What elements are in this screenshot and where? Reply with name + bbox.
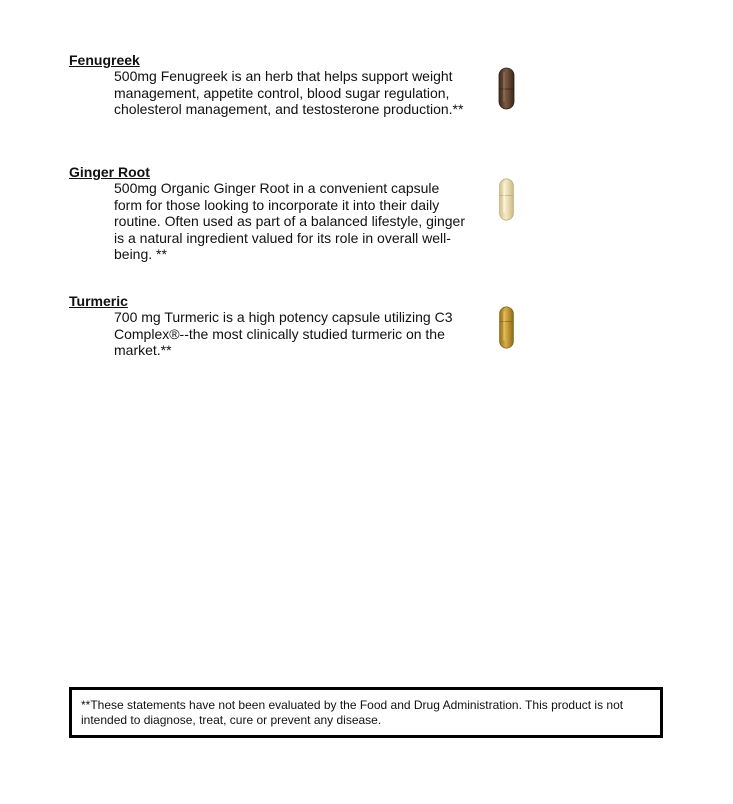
ingredient-title: Turmeric (69, 293, 128, 309)
ingredient-description: 700 mg Turmeric is a high potency capsule utilizing C3 Complex®--the most clinically studied turmeric on the market.** (114, 309, 453, 359)
fda-disclaimer-text: **These statements have not been evaluated by the Food and Drug Administration. This product is not intended to diagnose, treat, cure or prevent any disease. (81, 698, 624, 727)
cream-capsule-icon (498, 178, 515, 221)
brown-capsule-icon (498, 67, 515, 110)
ingredient-fenugreek (69, 52, 669, 118)
fda-disclaimer-box (69, 687, 663, 738)
ingredient-description: 500mg Fenugreek is an herb that helps support weight management, appetite control, blood sugar regulation, cholesterol management, and testosterone production.** (114, 68, 464, 118)
ingredient-title: Fenugreek (69, 52, 140, 68)
ingredient-ginger-root (69, 164, 669, 263)
ingredient-turmeric (69, 293, 669, 359)
ingredient-description: 500mg Organic Ginger Root in a convenient capsule form for those looking to incorporate it into their daily routine. Often used as part of a balanced lifestyle, ginger is a natural ingredient valued for its role in overall well-being. ** (114, 180, 465, 263)
golden-capsule-icon (498, 306, 515, 349)
ingredient-title: Ginger Root (69, 164, 150, 180)
